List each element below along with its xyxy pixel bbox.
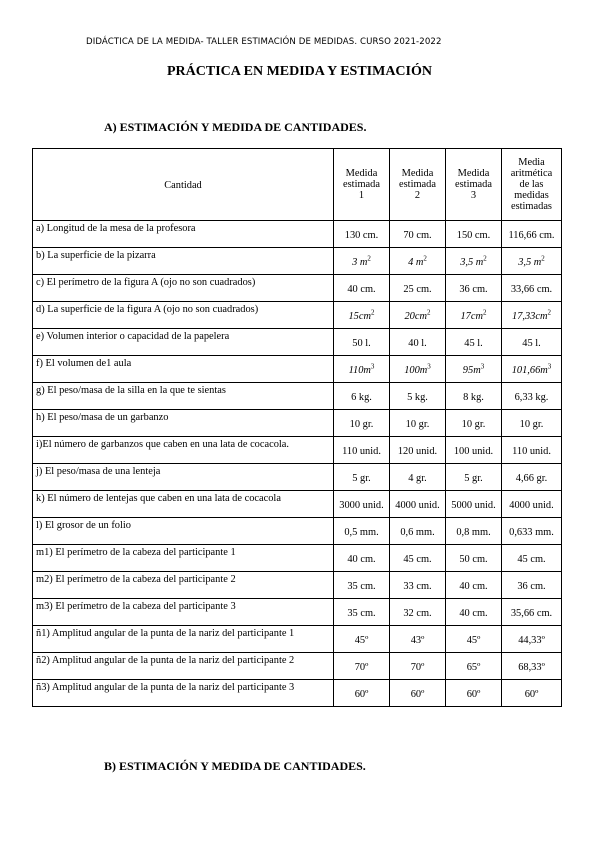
header-media bbox=[502, 149, 562, 221]
row-label: k) El número de lentejas que caben en una lata de cocacola bbox=[33, 491, 334, 518]
header-line: de las bbox=[519, 179, 544, 190]
section-a-heading: A) ESTIMACIÓN Y MEDIDA DE CANTIDADES. bbox=[104, 120, 367, 134]
table-row bbox=[33, 356, 562, 383]
header-line: Medida bbox=[345, 168, 378, 179]
row-value bbox=[334, 626, 390, 653]
table-row bbox=[33, 275, 562, 302]
table-row bbox=[33, 410, 562, 437]
value-text: 60º bbox=[410, 689, 425, 701]
unit-exponent: 2 bbox=[483, 254, 487, 263]
document-header: DIDÁCTICA DE LA MEDIDA- TALLER ESTIMACIÓN DE MEDIDAS. CURSO 2021-2022 bbox=[86, 37, 442, 47]
row-value bbox=[390, 572, 446, 599]
row-value bbox=[390, 248, 446, 275]
row-value bbox=[502, 248, 562, 275]
header-line: 2 bbox=[414, 190, 421, 201]
row-value bbox=[446, 491, 502, 518]
row-value bbox=[446, 545, 502, 572]
row-value bbox=[390, 491, 446, 518]
value-text: 150 cm. bbox=[456, 230, 491, 242]
row-value bbox=[502, 356, 562, 383]
value-text: 40 cm. bbox=[459, 581, 488, 593]
row-value bbox=[334, 545, 390, 572]
value-text: 17,33cm bbox=[512, 311, 548, 323]
table-row bbox=[33, 383, 562, 410]
header-line: medidas bbox=[514, 190, 549, 201]
value-text: 110 unid. bbox=[512, 446, 551, 458]
row-value bbox=[334, 572, 390, 599]
row-label: l) El grosor de un folio bbox=[33, 518, 334, 545]
value-text: 4 gr. bbox=[408, 473, 427, 485]
header-line: estimada bbox=[455, 179, 492, 190]
row-value bbox=[390, 464, 446, 491]
row-label: h) El peso/masa de un garbanzo bbox=[33, 410, 334, 437]
value-text: 50 cm. bbox=[459, 554, 488, 566]
row-value bbox=[334, 329, 390, 356]
unit-exponent: 3 bbox=[480, 362, 485, 371]
value-text: 110 unid. bbox=[342, 446, 381, 458]
row-label: ñ1) Amplitud angular de la punta de la nariz del participante 1 bbox=[33, 626, 334, 653]
value-text: 43º bbox=[410, 635, 425, 647]
value-text: 4000 unid. bbox=[509, 500, 554, 512]
row-value bbox=[390, 518, 446, 545]
value-text: 70º bbox=[410, 662, 425, 674]
row-value bbox=[334, 518, 390, 545]
row-label: m1) El perímetro de la cabeza del participante 1 bbox=[33, 545, 334, 572]
value-text: 68,33º bbox=[518, 662, 545, 674]
table-row bbox=[33, 626, 562, 653]
header-medida-1 bbox=[334, 149, 390, 221]
unit-exponent: 3 bbox=[547, 362, 552, 371]
value-text: 45º bbox=[466, 635, 481, 647]
value-text: 70º bbox=[354, 662, 369, 674]
row-value bbox=[502, 653, 562, 680]
value-text: 5 gr. bbox=[352, 473, 371, 485]
row-label: c) El perímetro de la figura A (ojo no son cuadrados) bbox=[33, 275, 334, 302]
value-text: 35 cm. bbox=[347, 581, 376, 593]
row-value bbox=[502, 383, 562, 410]
row-value bbox=[502, 599, 562, 626]
unit-exponent: 2 bbox=[423, 254, 427, 263]
value-text: 17cm bbox=[460, 311, 483, 323]
header-line: Medida bbox=[457, 168, 490, 179]
table-row bbox=[33, 572, 562, 599]
value-text: 100m bbox=[404, 365, 428, 377]
row-value bbox=[446, 221, 502, 248]
table-row bbox=[33, 437, 562, 464]
row-value bbox=[502, 437, 562, 464]
row-value bbox=[334, 680, 390, 707]
value-text: 65º bbox=[466, 662, 481, 674]
table-body bbox=[33, 221, 562, 707]
header-line: Medida bbox=[401, 168, 434, 179]
value-text: 35 cm. bbox=[347, 608, 376, 620]
value-text: 45 l. bbox=[522, 338, 541, 350]
row-value bbox=[390, 329, 446, 356]
value-text: 130 cm. bbox=[344, 230, 379, 242]
row-value bbox=[390, 302, 446, 329]
value-text: 45 cm. bbox=[517, 554, 546, 566]
header-line: estimada bbox=[343, 179, 380, 190]
row-value bbox=[390, 545, 446, 572]
row-value bbox=[334, 383, 390, 410]
row-value bbox=[334, 302, 390, 329]
table-row bbox=[33, 599, 562, 626]
row-value bbox=[502, 302, 562, 329]
value-text: 50 l. bbox=[352, 338, 371, 350]
row-value bbox=[390, 653, 446, 680]
row-value bbox=[390, 221, 446, 248]
value-text: 10 gr. bbox=[461, 419, 486, 431]
unit-exponent: 2 bbox=[541, 254, 545, 263]
row-value bbox=[390, 626, 446, 653]
row-label: b) La superficie de la pizarra bbox=[33, 248, 334, 275]
unit-exponent: 3 bbox=[370, 362, 375, 371]
value-text: 6 kg. bbox=[351, 392, 372, 404]
row-label: ñ2) Amplitud angular de la punta de la nariz del participante 2 bbox=[33, 653, 334, 680]
row-value bbox=[446, 653, 502, 680]
value-text: 5 kg. bbox=[407, 392, 428, 404]
row-value bbox=[502, 221, 562, 248]
row-label: i)El número de garbanzos que caben en una lata de cocacola. bbox=[33, 437, 334, 464]
row-label: g) El peso/masa de la silla en la que te sientas bbox=[33, 383, 334, 410]
value-text: 36 cm. bbox=[459, 284, 488, 296]
value-text: 36 cm. bbox=[517, 581, 546, 593]
value-text: 4000 unid. bbox=[395, 500, 440, 512]
value-text: 10 gr. bbox=[519, 419, 544, 431]
unit-exponent: 2 bbox=[547, 308, 551, 317]
value-text: 3,5 m bbox=[518, 257, 542, 269]
header-line: estimadas bbox=[511, 201, 552, 212]
row-value bbox=[502, 410, 562, 437]
value-text: 40 cm. bbox=[347, 554, 376, 566]
row-value bbox=[334, 437, 390, 464]
row-value bbox=[446, 518, 502, 545]
value-text: 33,66 cm. bbox=[510, 284, 553, 296]
value-text: 32 cm. bbox=[403, 608, 432, 620]
row-value bbox=[334, 410, 390, 437]
row-value bbox=[446, 329, 502, 356]
row-value bbox=[446, 680, 502, 707]
table-row bbox=[33, 545, 562, 572]
table-row bbox=[33, 248, 562, 275]
page-title: PRÁCTICA EN MEDIDA Y ESTIMACIÓN bbox=[167, 64, 432, 79]
value-text: 20cm bbox=[404, 311, 427, 323]
value-text: 40 cm. bbox=[459, 608, 488, 620]
row-value bbox=[502, 680, 562, 707]
value-text: 10 gr. bbox=[349, 419, 374, 431]
header-line: estimada bbox=[399, 179, 436, 190]
value-text: 0,633 mm. bbox=[509, 527, 554, 539]
unit-exponent: 2 bbox=[483, 308, 487, 317]
header-line: 1 bbox=[358, 190, 365, 201]
row-label: f) El volumen de1 aula bbox=[33, 356, 334, 383]
row-value bbox=[390, 410, 446, 437]
value-text: 44,33º bbox=[518, 635, 545, 647]
value-text: 10 gr. bbox=[405, 419, 430, 431]
table-row bbox=[33, 221, 562, 248]
row-value bbox=[446, 464, 502, 491]
row-value bbox=[502, 329, 562, 356]
header-medida-3 bbox=[446, 149, 502, 221]
value-text: 3,5 m bbox=[460, 257, 484, 269]
value-text: 4,66 gr. bbox=[515, 473, 548, 485]
value-text: 0,8 mm. bbox=[456, 527, 491, 539]
table-row bbox=[33, 518, 562, 545]
table-row bbox=[33, 464, 562, 491]
value-text: 0,6 mm. bbox=[400, 527, 435, 539]
row-value bbox=[446, 383, 502, 410]
value-text: 15cm bbox=[348, 311, 371, 323]
row-value bbox=[502, 491, 562, 518]
table-row bbox=[33, 329, 562, 356]
row-value bbox=[502, 275, 562, 302]
row-value bbox=[390, 356, 446, 383]
value-text: 40 cm. bbox=[347, 284, 376, 296]
value-text: 45 cm. bbox=[403, 554, 432, 566]
value-text: 8 kg. bbox=[463, 392, 484, 404]
row-value bbox=[390, 275, 446, 302]
table-row bbox=[33, 680, 562, 707]
value-text: 60º bbox=[466, 689, 481, 701]
row-value bbox=[502, 545, 562, 572]
value-text: 5000 unid. bbox=[451, 500, 496, 512]
row-value bbox=[502, 626, 562, 653]
row-label: a) Longitud de la mesa de la profesora bbox=[33, 221, 334, 248]
row-value bbox=[446, 626, 502, 653]
value-text: 60º bbox=[524, 689, 539, 701]
row-value bbox=[390, 437, 446, 464]
row-label: e) Volumen interior o capacidad de la papelera bbox=[33, 329, 334, 356]
value-text: 45º bbox=[354, 635, 369, 647]
value-text: 45 l. bbox=[464, 338, 483, 350]
row-value bbox=[390, 680, 446, 707]
table-row bbox=[33, 491, 562, 518]
header-cantidad: Cantidad bbox=[33, 149, 334, 221]
row-value bbox=[502, 572, 562, 599]
row-value bbox=[334, 491, 390, 518]
row-value bbox=[334, 356, 390, 383]
section-b-heading: B) ESTIMACIÓN Y MEDIDA DE CANTIDADES. bbox=[104, 759, 366, 773]
value-text: 110m bbox=[348, 365, 371, 377]
row-value bbox=[446, 599, 502, 626]
header-line: 3 bbox=[470, 190, 477, 201]
value-text: 4 m bbox=[408, 257, 424, 269]
row-label: j) El peso/masa de una lenteja bbox=[33, 464, 334, 491]
unit-exponent: 2 bbox=[367, 254, 371, 263]
value-text: 33 cm. bbox=[403, 581, 432, 593]
value-text: 3 m bbox=[352, 257, 368, 269]
row-value bbox=[446, 572, 502, 599]
value-text: 120 unid. bbox=[397, 446, 438, 458]
value-text: 25 cm. bbox=[403, 284, 432, 296]
row-value bbox=[334, 221, 390, 248]
header-medida-2 bbox=[390, 149, 446, 221]
header-line: Media bbox=[518, 157, 545, 168]
row-value bbox=[334, 248, 390, 275]
row-value bbox=[446, 248, 502, 275]
table-row bbox=[33, 653, 562, 680]
unit-exponent: 2 bbox=[371, 308, 375, 317]
value-text: 40 l. bbox=[408, 338, 427, 350]
row-label: m2) El perímetro de la cabeza del participante 2 bbox=[33, 572, 334, 599]
row-value bbox=[502, 464, 562, 491]
row-label: d) La superficie de la figura A (ojo no son cuadrados) bbox=[33, 302, 334, 329]
measures-table bbox=[32, 148, 562, 707]
unit-exponent: 2 bbox=[427, 308, 431, 317]
value-text: 5 gr. bbox=[464, 473, 483, 485]
value-text: 101,66m bbox=[511, 365, 548, 377]
value-text: 95m bbox=[462, 365, 481, 377]
table-header-row bbox=[33, 149, 562, 221]
value-text: 60º bbox=[354, 689, 369, 701]
row-value bbox=[390, 383, 446, 410]
table-row bbox=[33, 302, 562, 329]
value-text: 0,5 mm. bbox=[344, 527, 379, 539]
row-value bbox=[390, 599, 446, 626]
value-text: 70 cm. bbox=[403, 230, 432, 242]
row-value bbox=[334, 653, 390, 680]
row-label: m3) El perímetro de la cabeza del participante 3 bbox=[33, 599, 334, 626]
row-value bbox=[334, 464, 390, 491]
unit-exponent: 3 bbox=[427, 362, 431, 371]
value-text: 116,66 cm. bbox=[508, 230, 555, 242]
row-value bbox=[446, 410, 502, 437]
row-value bbox=[334, 275, 390, 302]
value-text: 100 unid. bbox=[453, 446, 494, 458]
value-text: 6,33 kg. bbox=[514, 392, 549, 404]
value-text: 35,66 cm. bbox=[510, 608, 553, 620]
row-value bbox=[446, 275, 502, 302]
value-text: 3000 unid. bbox=[339, 500, 384, 512]
row-value bbox=[502, 518, 562, 545]
row-value bbox=[446, 356, 502, 383]
row-label: ñ3) Amplitud angular de la punta de la nariz del participante 3 bbox=[33, 680, 334, 707]
row-value bbox=[334, 599, 390, 626]
row-value bbox=[446, 302, 502, 329]
header-line: aritmética bbox=[510, 168, 553, 179]
row-value bbox=[446, 437, 502, 464]
